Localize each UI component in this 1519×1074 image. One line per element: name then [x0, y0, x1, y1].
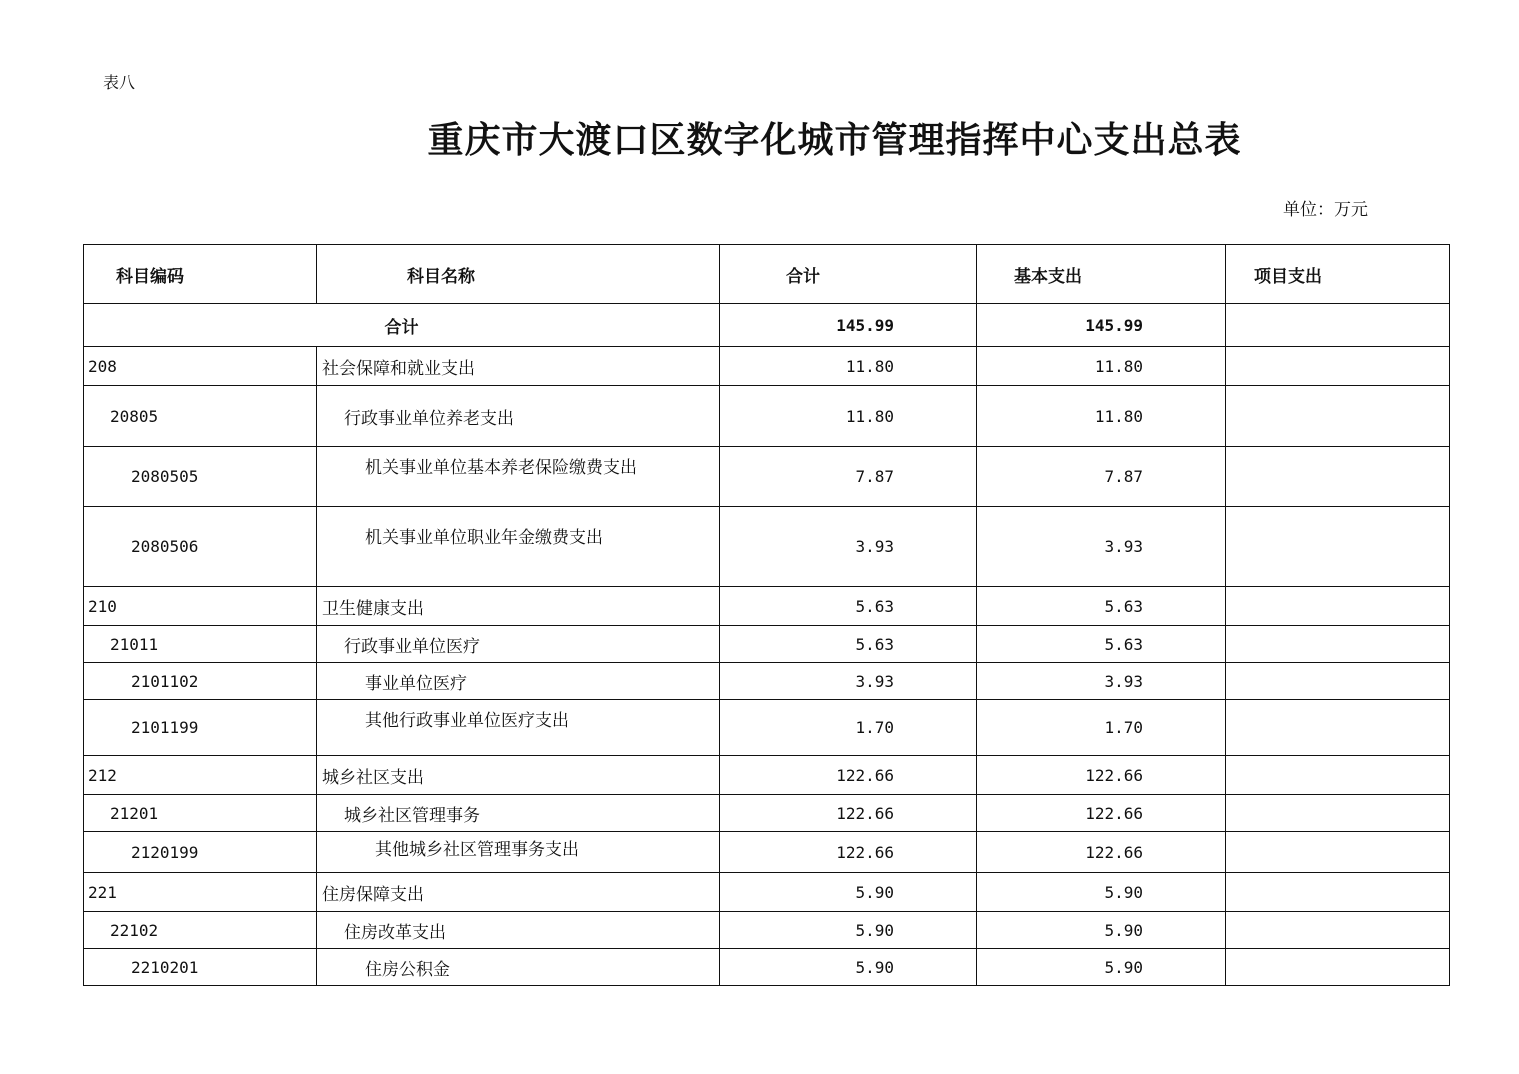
header-name: 科目名称	[317, 245, 720, 304]
row-total: 5.90	[720, 873, 977, 912]
row-basic: 5.63	[977, 626, 1226, 663]
table-row	[84, 949, 1450, 986]
row-total: 5.63	[720, 587, 977, 626]
total-row	[84, 304, 1450, 347]
row-basic: 3.93	[977, 507, 1226, 587]
row-total: 5.63	[720, 626, 977, 663]
row-project	[1226, 347, 1450, 386]
row-total: 11.80	[720, 386, 977, 447]
row-basic: 11.80	[977, 386, 1226, 447]
row-name: 其他行政事业单位医疗支出	[317, 700, 720, 756]
row-code: 20805	[84, 386, 317, 447]
row-project	[1226, 626, 1450, 663]
row-name: 机关事业单位基本养老保险缴费支出	[317, 447, 720, 507]
table-row	[84, 587, 1450, 626]
row-basic: 1.70	[977, 700, 1226, 756]
total-basic: 145.99	[977, 304, 1226, 347]
row-project	[1226, 587, 1450, 626]
table-row	[84, 663, 1450, 700]
row-basic: 5.90	[977, 873, 1226, 912]
row-name: 城乡社区支出	[317, 756, 720, 795]
row-project	[1226, 912, 1450, 949]
row-code: 208	[84, 347, 317, 386]
row-project	[1226, 700, 1450, 756]
row-name: 住房改革支出	[317, 912, 720, 949]
total-label: 合计	[84, 304, 720, 347]
row-basic: 5.90	[977, 912, 1226, 949]
row-project	[1226, 949, 1450, 986]
row-basic: 5.63	[977, 587, 1226, 626]
header-row	[84, 245, 1450, 304]
row-total: 122.66	[720, 795, 977, 832]
row-total: 5.90	[720, 949, 977, 986]
header-project: 项目支出	[1226, 245, 1450, 304]
row-basic: 122.66	[977, 832, 1226, 873]
row-code: 21201	[84, 795, 317, 832]
table-row	[84, 700, 1450, 756]
table-row	[84, 756, 1450, 795]
table-row	[84, 386, 1450, 447]
row-code: 2101199	[84, 700, 317, 756]
table-row	[84, 795, 1450, 832]
row-name: 行政事业单位养老支出	[317, 386, 720, 447]
row-name: 社会保障和就业支出	[317, 347, 720, 386]
row-project	[1226, 795, 1450, 832]
row-total: 122.66	[720, 832, 977, 873]
row-basic: 11.80	[977, 347, 1226, 386]
row-code: 22102	[84, 912, 317, 949]
table-row	[84, 832, 1450, 873]
header-total: 合计	[720, 245, 977, 304]
row-basic: 3.93	[977, 663, 1226, 700]
row-basic: 122.66	[977, 756, 1226, 795]
row-code: 212	[84, 756, 317, 795]
table-label: 表八	[103, 73, 136, 92]
row-code: 221	[84, 873, 317, 912]
table-row	[84, 507, 1450, 587]
table-row	[84, 447, 1450, 507]
row-name: 行政事业单位医疗	[317, 626, 720, 663]
row-total: 1.70	[720, 700, 977, 756]
row-project	[1226, 663, 1450, 700]
row-basic: 7.87	[977, 447, 1226, 507]
row-name: 机关事业单位职业年金缴费支出	[317, 507, 720, 587]
row-basic: 122.66	[977, 795, 1226, 832]
table-row	[84, 873, 1450, 912]
row-code: 2080505	[84, 447, 317, 507]
row-project	[1226, 386, 1450, 447]
table-row	[84, 347, 1450, 386]
row-project	[1226, 756, 1450, 795]
row-total: 11.80	[720, 347, 977, 386]
row-code: 2101102	[84, 663, 317, 700]
row-project	[1226, 832, 1450, 873]
row-code: 2080506	[84, 507, 317, 587]
row-name: 事业单位医疗	[317, 663, 720, 700]
row-name: 住房公积金	[317, 949, 720, 986]
row-code: 2210201	[84, 949, 317, 986]
row-basic: 5.90	[977, 949, 1226, 986]
header-code: 科目编码	[84, 245, 317, 304]
row-project	[1226, 507, 1450, 587]
row-total: 7.87	[720, 447, 977, 507]
page-title: 重庆市大渡口区数字化城市管理指挥中心支出总表	[427, 119, 1242, 161]
header-basic: 基本支出	[977, 245, 1226, 304]
row-total: 3.93	[720, 507, 977, 587]
row-project	[1226, 873, 1450, 912]
row-name: 住房保障支出	[317, 873, 720, 912]
unit-label: 单位：万元	[1283, 200, 1368, 220]
row-code: 2120199	[84, 832, 317, 873]
row-name: 卫生健康支出	[317, 587, 720, 626]
row-code: 210	[84, 587, 317, 626]
row-name: 其他城乡社区管理事务支出	[317, 832, 720, 873]
total-project	[1226, 304, 1450, 347]
row-total: 122.66	[720, 756, 977, 795]
table-row	[84, 626, 1450, 663]
row-code: 21011	[84, 626, 317, 663]
row-project	[1226, 447, 1450, 507]
row-name: 城乡社区管理事务	[317, 795, 720, 832]
total-total: 145.99	[720, 304, 977, 347]
table-row	[84, 912, 1450, 949]
row-total: 5.90	[720, 912, 977, 949]
row-total: 3.93	[720, 663, 977, 700]
expenditure-table	[83, 244, 1450, 986]
